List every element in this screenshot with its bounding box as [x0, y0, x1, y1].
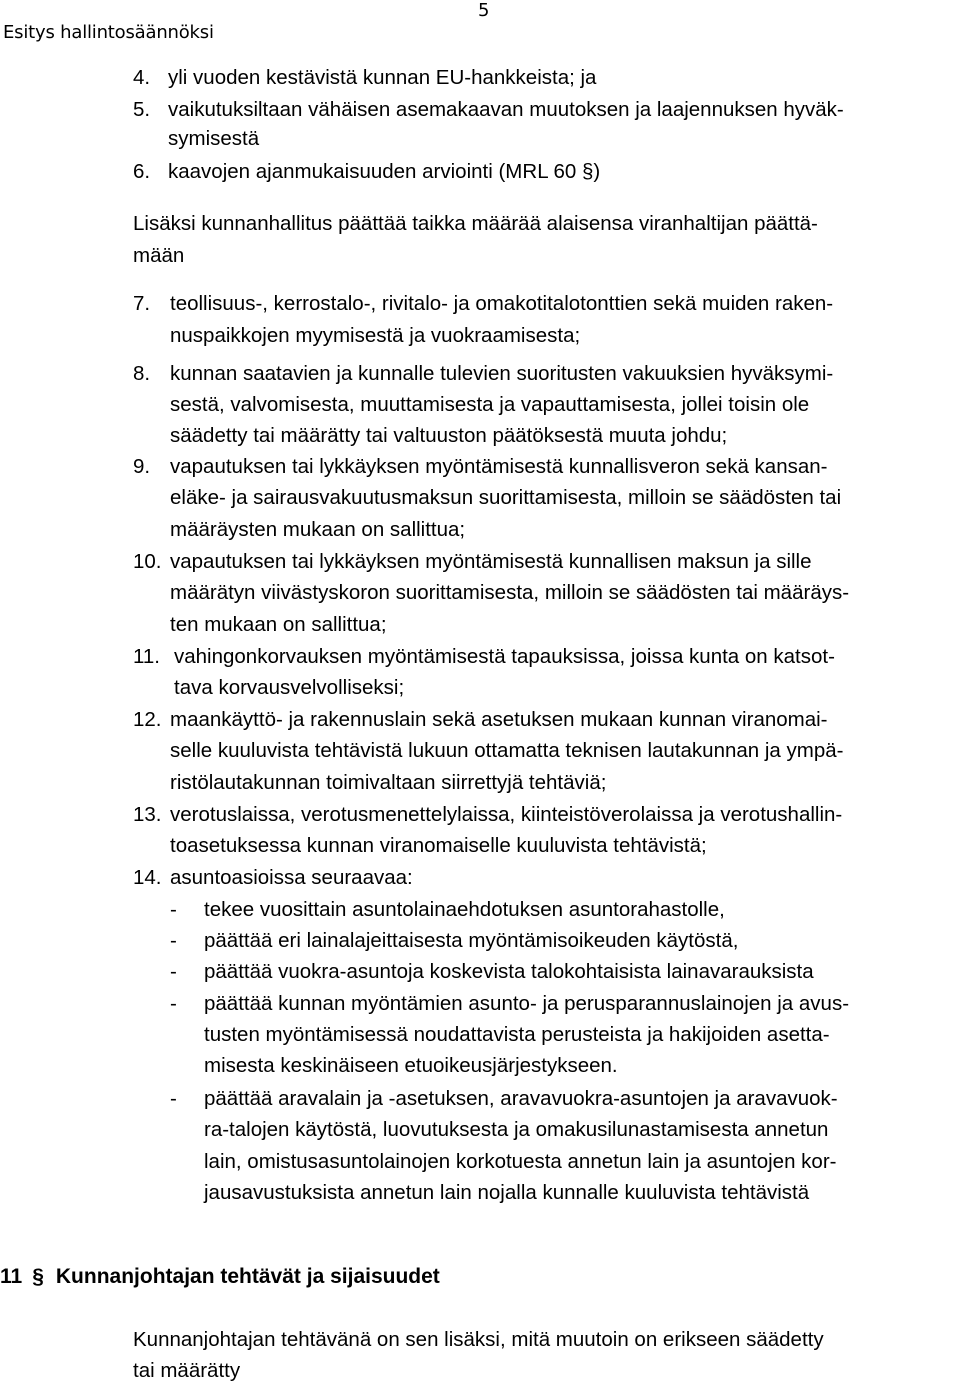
closing-line: tai määrätty: [133, 1359, 241, 1382]
sub-item-line: päättää aravalain ja -asetuksen, aravavuokra-asuntojen ja aravavuok-: [204, 1087, 838, 1110]
list-item-line: eläke- ja sairausvakuutusmaksun suorittamisesta, milloin se säädösten tai: [170, 486, 842, 509]
intro-line: Lisäksi kunnanhallitus päättää taikka määrää alaisensa viranhaltijan päättä-: [133, 212, 818, 235]
list-item-line: tava korvausvelvolliseksi;: [174, 676, 405, 699]
list-item-number: 10.: [133, 550, 162, 573]
sub-item-dash: -: [170, 898, 177, 921]
list-item-number: 4.: [133, 66, 151, 89]
list-item-number: 11.: [133, 645, 160, 668]
list-item-number: 8.: [133, 362, 151, 385]
sub-item-dash: -: [170, 929, 177, 952]
section-title: Kunnanjohtajan tehtävät ja sijaisuudet: [55, 1265, 440, 1288]
list-item-line: vaikutuksiltaan vähäisen asemakaavan muutoksen ja laajennuksen hyväk-: [168, 98, 844, 121]
section-heading: [0, 1262, 440, 1292]
list-item-line: symisestä: [168, 127, 260, 150]
list-item-line: kunnan saatavien ja kunnalle tulevien suoritusten vakuuksien hyväksymi-: [170, 362, 834, 385]
sub-item-dash: -: [170, 992, 177, 1015]
list-item-number: 5.: [133, 98, 151, 121]
sub-item-dash: -: [170, 1087, 177, 1110]
list-item-number: 9.: [133, 455, 151, 478]
list-item-line: verotuslaissa, verotusmenettelylaissa, kiinteistöverolaissa ja verotushallin-: [170, 803, 843, 826]
list-item-number: 7.: [133, 292, 151, 315]
closing-line: Kunnanjohtajan tehtävänä on sen lisäksi, mitä muutoin on erikseen säädetty: [133, 1328, 824, 1351]
list-item-line: asuntoasioissa seuraavaa:: [170, 866, 413, 889]
list-item-number: 14.: [133, 866, 162, 889]
list-item-line: maankäyttö- ja rakennuslain sekä asetuksen mukaan kunnan viranomai-: [170, 708, 828, 731]
list-item-line: ristölautakunnan toimivaltaan siirrettyjä tehtäviä;: [170, 771, 607, 794]
list-item-line: sestä, valvomisesta, muuttamisesta ja vapauttamisesta, jollei toisin ole: [170, 393, 810, 416]
document-title: Esitys hallintosäännöksi: [3, 22, 214, 43]
list-item-line: nuspaikkojen myymisestä ja vuokraamisesta;: [170, 324, 581, 347]
sub-item-line: päättää vuokra-asuntoja koskevista talokohtaisista lainavarauksista: [204, 960, 814, 983]
list-item-line: määräysten mukaan on sallittua;: [170, 518, 466, 541]
list-item-line: yli vuoden kestävistä kunnan EU-hankkeista; ja: [168, 66, 597, 89]
section-sign: §: [32, 1265, 44, 1288]
list-item-line: vahingonkorvauksen myöntämisestä tapauksissa, joissa kunta on katsot-: [174, 645, 835, 668]
list-item-number: 13.: [133, 803, 162, 826]
list-item-number: 12.: [133, 708, 162, 731]
sub-item-line: tusten myöntämisessä noudattavista perusteista ja hakijoiden asetta-: [204, 1023, 830, 1046]
intro-line: mään: [133, 244, 185, 267]
sub-item-line: misesta keskinäiseen etuoikeusjärjestykseen.: [204, 1054, 618, 1077]
sub-item-line: jausavustuksista annetun lain nojalla kunnalle kuuluvista tehtävistä: [204, 1181, 810, 1204]
section-number: 11: [0, 1265, 23, 1288]
sub-item-line: tekee vuosittain asuntolainaehdotuksen asuntorahastolle,: [204, 898, 725, 921]
page-number: 5: [478, 0, 490, 21]
list-item-line: vapautuksen tai lykkäyksen myöntämisestä kunnallisen maksun ja sille: [170, 550, 812, 573]
sub-item-line: päättää eri lainalajeittaisesta myöntämisoikeuden käytöstä,: [204, 929, 739, 952]
list-item-number: 6.: [133, 160, 151, 183]
sub-item-dash: -: [170, 960, 177, 983]
list-item-line: ten mukaan on sallittua;: [170, 613, 387, 636]
list-item-line: määrätyn viivästyskoron suorittamisesta, milloin se säädösten tai määräys-: [170, 581, 850, 604]
sub-item-line: lain, omistusasuntolainojen korkotuesta annetun lain ja asuntojen kor-: [204, 1150, 837, 1173]
list-item-line: vapautuksen tai lykkäyksen myöntämisestä kunnallisveron sekä kansan-: [170, 455, 828, 478]
list-item-line: kaavojen ajanmukaisuuden arviointi (MRL 60 §): [168, 160, 601, 183]
list-item-line: toasetuksessa kunnan viranomaiselle kuuluvista tehtävistä;: [170, 834, 707, 857]
sub-item-line: päättää kunnan myöntämien asunto- ja perusparannuslainojen ja avus-: [204, 992, 850, 1015]
sub-item-line: ra-talojen käytöstä, luovutuksesta ja omakusilunastamisesta annetun: [204, 1118, 829, 1141]
list-item-line: selle kuuluvista tehtävistä lukuun ottamatta teknisen lautakunnan ja ympä-: [170, 739, 844, 762]
list-item-line: teollisuus-, kerrostalo-, rivitalo- ja omakotitalotonttien sekä muiden raken-: [170, 292, 834, 315]
list-item-line: säädetty tai määrätty tai valtuuston päätöksestä muuta johdu;: [170, 424, 728, 447]
